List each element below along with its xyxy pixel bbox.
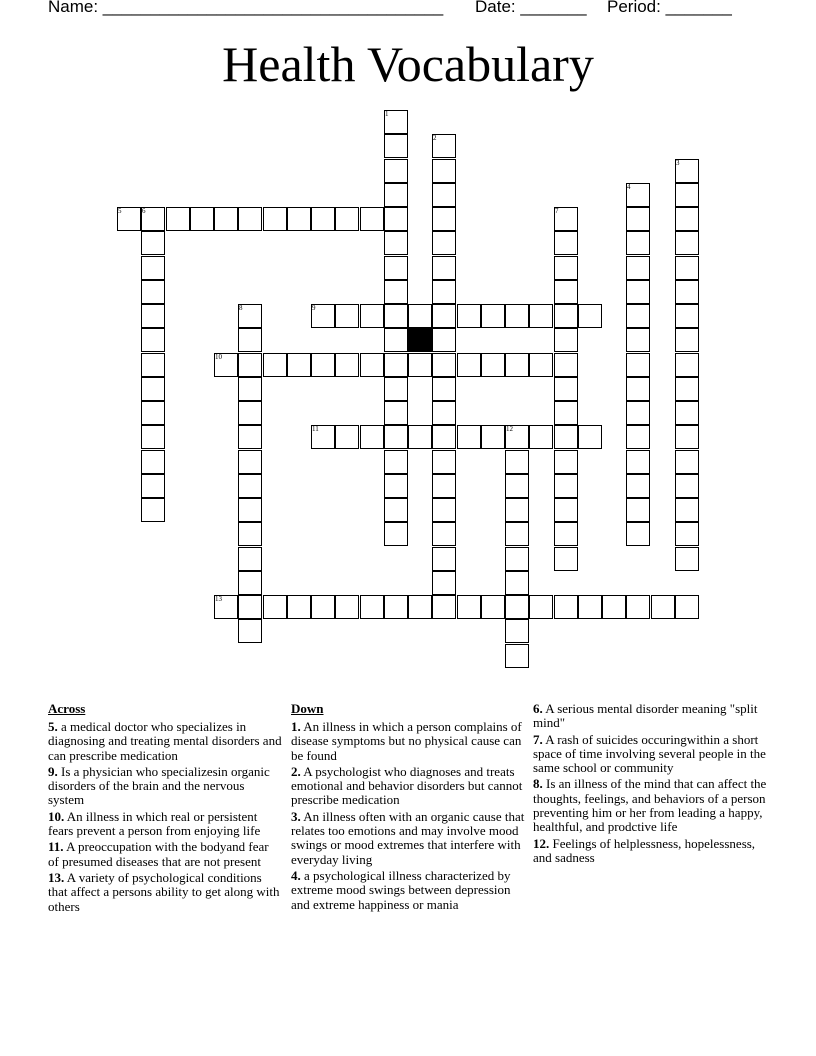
clue-number-label: 13.: [48, 869, 65, 885]
crossword-cell[interactable]: [141, 450, 165, 474]
clue-text: a psychological illness characterized by extreme mood swings between depression and extreme happiness or mania: [291, 867, 511, 912]
crossword-cell[interactable]: [505, 571, 529, 595]
clue-text: Is an illness of the mind that can affect the thoughts, feelings, and behaviors of a person preventing him or her from leading a happy, healthful, and prodctive life: [533, 776, 767, 835]
crossword-cell[interactable]: [141, 328, 165, 352]
crossword-cell[interactable]: [675, 547, 699, 571]
crossword-cell[interactable]: [432, 328, 456, 352]
crossword-cell[interactable]: [626, 231, 650, 255]
crossword-cell[interactable]: [432, 401, 456, 425]
crossword-cell[interactable]: [675, 328, 699, 352]
crossword-cell[interactable]: [457, 595, 481, 619]
crossword-cell[interactable]: [311, 207, 335, 231]
crossword-cell[interactable]: [481, 425, 505, 449]
clue-number-label: 8.: [533, 776, 543, 792]
crossword-cell[interactable]: [238, 353, 262, 377]
crossword-cell[interactable]: [505, 353, 529, 377]
crossword-cell[interactable]: [626, 498, 650, 522]
crossword-cell[interactable]: [384, 207, 408, 231]
crossword-cell[interactable]: [675, 522, 699, 546]
crossword-cell[interactable]: [141, 498, 165, 522]
crossword-cell[interactable]: [360, 353, 384, 377]
crossword-cell[interactable]: [675, 377, 699, 401]
crossword-cell[interactable]: [335, 425, 359, 449]
down-clues: [291, 702, 525, 914]
crossword-cell[interactable]: [166, 207, 190, 231]
crossword-cell[interactable]: [263, 595, 287, 619]
crossword-cell[interactable]: [529, 304, 553, 328]
clue-number: 13: [215, 595, 222, 603]
clue-number: 8: [239, 304, 243, 312]
crossword-cell[interactable]: [360, 207, 384, 231]
crossword-cell[interactable]: [505, 498, 529, 522]
crossword-cell[interactable]: [432, 595, 456, 619]
clue-text: An illness in which a person complains of disease symptoms but no physical cause can be found: [291, 719, 522, 763]
clue-number-label: 3.: [291, 808, 301, 824]
crossword-cell[interactable]: [384, 159, 408, 183]
crossword-cell[interactable]: [626, 595, 650, 619]
clue-text: A preoccupation with the bodyand fear of presumed diseases that are not present: [48, 839, 269, 869]
crossword-cell[interactable]: [602, 595, 626, 619]
crossword-cell[interactable]: [432, 256, 456, 280]
crossword-cell[interactable]: [481, 304, 505, 328]
crossword-cell[interactable]: [554, 474, 578, 498]
crossword-cell[interactable]: [626, 353, 650, 377]
crossword-cell[interactable]: [408, 595, 432, 619]
crossword-cell[interactable]: [505, 619, 529, 643]
crossword-cell[interactable]: [384, 450, 408, 474]
clue-number: 3: [676, 159, 680, 167]
crossword-cell[interactable]: [287, 595, 311, 619]
crossword-cell[interactable]: [675, 304, 699, 328]
across-clue: [48, 765, 282, 808]
clue-text: Is a physician who specializesin organic disorders of the brain and the nervous system: [48, 763, 270, 808]
down-clue: [291, 810, 525, 867]
crossword-cell[interactable]: [505, 547, 529, 571]
crossword-cell[interactable]: [675, 425, 699, 449]
clue-number-label: 5.: [48, 719, 58, 734]
crossword-cell[interactable]: [554, 522, 578, 546]
crossword-cell[interactable]: [287, 353, 311, 377]
crossword-cell[interactable]: [578, 304, 602, 328]
clue-text: An illness often with an organic cause that relates too emotions and may involve mood swings or mood extremes that interfere with everyday living: [291, 808, 525, 867]
down-heading: Down: [291, 701, 324, 716]
page-title: Health Vocabulary: [222, 36, 594, 92]
crossword-cell[interactable]: [238, 328, 262, 352]
crossword-cell[interactable]: [384, 474, 408, 498]
crossword-cell[interactable]: [432, 425, 456, 449]
period-field-label[interactable]: Period: _______: [607, 0, 732, 16]
clue-number: 12: [506, 425, 513, 433]
clue-number: 9: [312, 304, 316, 312]
crossword-cell[interactable]: [626, 474, 650, 498]
clue-text: An illness in which real or persistent fears prevent a person from enjoying life: [48, 808, 261, 839]
crossword-cell[interactable]: [554, 401, 578, 425]
crossword-cell[interactable]: [481, 353, 505, 377]
crossword-cell[interactable]: [238, 498, 262, 522]
crossword-cell[interactable]: [626, 280, 650, 304]
crossword-cell[interactable]: [384, 595, 408, 619]
crossword-cell[interactable]: [675, 231, 699, 255]
crossword-cell[interactable]: [384, 304, 408, 328]
crossword-cell[interactable]: [263, 207, 287, 231]
crossword-cell[interactable]: [141, 377, 165, 401]
down-clue: [291, 869, 525, 912]
crossword-cell[interactable]: [238, 425, 262, 449]
clue-number: 7: [555, 207, 559, 215]
crossword-cell[interactable]: [578, 425, 602, 449]
crossword-cell[interactable]: [529, 353, 553, 377]
crossword-cell[interactable]: [384, 401, 408, 425]
clue-text: A rash of suicides occuringwithin a short space of time involving several people in the same school or community: [533, 731, 766, 776]
clue-number-label: 6.: [533, 701, 543, 716]
crossword-cell[interactable]: [432, 571, 456, 595]
crossword-cell[interactable]: [141, 256, 165, 280]
crossword-cell[interactable]: [651, 595, 675, 619]
crossword-cell[interactable]: [554, 304, 578, 328]
crossword-cell[interactable]: [675, 450, 699, 474]
crossword-cell[interactable]: [505, 522, 529, 546]
crossword-cell[interactable]: [287, 207, 311, 231]
crossword-cell[interactable]: [384, 256, 408, 280]
crossword-cell[interactable]: [626, 401, 650, 425]
crossword-cell[interactable]: [432, 450, 456, 474]
crossword-cell[interactable]: [384, 522, 408, 546]
crossword-cell[interactable]: [432, 183, 456, 207]
crossword-cell[interactable]: [190, 207, 214, 231]
crossword-cell[interactable]: [238, 474, 262, 498]
crossword-cell[interactable]: [432, 547, 456, 571]
crossword-cell[interactable]: [141, 353, 165, 377]
down-clues-continued: [533, 702, 767, 867]
name-date-period-line: [48, 0, 768, 21]
crossword-cell[interactable]: [141, 231, 165, 255]
crossword-cell[interactable]: [675, 207, 699, 231]
crossword-cell[interactable]: [554, 498, 578, 522]
across-heading: Across: [48, 701, 86, 716]
clue-number: 2: [433, 134, 437, 142]
crossword-cell[interactable]: [360, 304, 384, 328]
crossword-cell[interactable]: [432, 377, 456, 401]
crossword-cell[interactable]: [505, 450, 529, 474]
crossword-cell[interactable]: [335, 353, 359, 377]
clue-number: 11: [312, 425, 319, 433]
name-field-label[interactable]: Name: ____________________________________: [48, 0, 444, 16]
clue-number: 1: [385, 110, 389, 118]
crossword-cell[interactable]: [238, 571, 262, 595]
clue-number-label: 9.: [48, 763, 58, 779]
crossword-cell[interactable]: [675, 595, 699, 619]
crossword-cell[interactable]: [554, 328, 578, 352]
crossword-cell[interactable]: [238, 547, 262, 571]
crossword-cell[interactable]: [384, 328, 408, 352]
crossword-cell[interactable]: [675, 401, 699, 425]
clue-number-label: 4.: [291, 867, 301, 883]
across-clue: [48, 840, 282, 869]
clue-text: A variety of psychological conditions that affect a persons ability to get along with others: [48, 869, 280, 914]
crossword-cell[interactable]: [384, 498, 408, 522]
down-clue: [291, 720, 525, 763]
crossword-cell[interactable]: [626, 304, 650, 328]
crossword-cell[interactable]: [675, 256, 699, 280]
crossword-cell[interactable]: [238, 450, 262, 474]
down-clue: [533, 837, 767, 866]
crossword-cell[interactable]: [457, 304, 481, 328]
clue-number: 6: [142, 207, 146, 215]
crossword-cell[interactable]: [554, 256, 578, 280]
crossword-cell[interactable]: [335, 595, 359, 619]
crossword-cell[interactable]: [554, 231, 578, 255]
down-clue: [533, 777, 767, 834]
crossword-cell[interactable]: [141, 280, 165, 304]
crossword-cell[interactable]: [335, 304, 359, 328]
crossword-cell[interactable]: [408, 353, 432, 377]
crossword-cell[interactable]: [384, 231, 408, 255]
crossword-cell[interactable]: [214, 207, 238, 231]
clue-number: 4: [627, 183, 631, 191]
crossword-cell[interactable]: [360, 425, 384, 449]
crossword-cell[interactable]: [554, 353, 578, 377]
down-clue: [291, 765, 525, 808]
crossword-cell[interactable]: [238, 207, 262, 231]
across-clues: [48, 702, 282, 916]
crossword-cell[interactable]: [311, 595, 335, 619]
clue-number-label: 1.: [291, 719, 301, 734]
clue-number: 10: [215, 353, 222, 361]
crossword-cell[interactable]: [432, 159, 456, 183]
down-clue: [533, 733, 767, 776]
crossword-cell[interactable]: [529, 425, 553, 449]
crossword-cell[interactable]: [432, 474, 456, 498]
crossword-cell[interactable]: [505, 595, 529, 619]
crossword-cell[interactable]: [626, 207, 650, 231]
crossword-cell[interactable]: [432, 304, 456, 328]
crossword-cell[interactable]: [384, 425, 408, 449]
clue-number: 5: [118, 207, 122, 215]
crossword-cell[interactable]: [457, 353, 481, 377]
crossword-cell[interactable]: [457, 425, 481, 449]
crossword-cell[interactable]: [238, 595, 262, 619]
crossword-cell[interactable]: [554, 547, 578, 571]
crossword-cell[interactable]: [675, 474, 699, 498]
clue-number-label: 7.: [533, 731, 543, 747]
crossword-cell[interactable]: [384, 353, 408, 377]
crossword-cell[interactable]: [384, 134, 408, 158]
black-square: [408, 328, 432, 352]
crossword-cell[interactable]: [432, 231, 456, 255]
crossword-cell[interactable]: [554, 280, 578, 304]
clue-text: a medical doctor who specializes in diagnosing and treating mental disorders and can prescribe medication: [48, 719, 282, 763]
crossword-cell[interactable]: [505, 644, 529, 668]
crossword-cell[interactable]: [238, 401, 262, 425]
crossword-cell[interactable]: [529, 595, 553, 619]
crossword-cell[interactable]: [578, 595, 602, 619]
crossword-cell[interactable]: [554, 450, 578, 474]
date-field-label[interactable]: Date: _______: [475, 0, 587, 16]
crossword-cell[interactable]: [432, 353, 456, 377]
crossword-cell[interactable]: [626, 450, 650, 474]
clue-number-label: 11.: [48, 839, 64, 855]
clue-text: A psychologist who diagnoses and treats emotional and behavior disorders but cannot prescribe medication: [291, 763, 523, 808]
crossword-cell[interactable]: [141, 474, 165, 498]
crossword-cell[interactable]: [384, 280, 408, 304]
crossword-cell[interactable]: [335, 207, 359, 231]
crossword-cell[interactable]: [360, 595, 384, 619]
crossword-cell[interactable]: [238, 619, 262, 643]
clue-text: Feelings of helplessness, hopelessness, and sadness: [533, 835, 756, 865]
crossword-cell[interactable]: [675, 183, 699, 207]
crossword-cell[interactable]: [626, 377, 650, 401]
crossword-cell[interactable]: [408, 425, 432, 449]
crossword-cell[interactable]: [554, 377, 578, 401]
crossword-cell[interactable]: [675, 280, 699, 304]
crossword-cell[interactable]: [263, 353, 287, 377]
down-clue: [533, 702, 767, 731]
crossword-cell[interactable]: [505, 474, 529, 498]
crossword-cell[interactable]: [626, 256, 650, 280]
crossword-cell[interactable]: [238, 377, 262, 401]
clue-number-label: 12.: [533, 835, 550, 851]
crossword-cell[interactable]: [675, 353, 699, 377]
across-clue: [48, 871, 282, 914]
crossword-cell[interactable]: [432, 522, 456, 546]
crossword-cell[interactable]: [238, 522, 262, 546]
crossword-cell[interactable]: [141, 401, 165, 425]
crossword-cell[interactable]: [408, 304, 432, 328]
clue-number-label: 2.: [291, 763, 301, 779]
clue-text: A serious mental disorder meaning "split mind": [533, 701, 758, 731]
crossword-cell[interactable]: [505, 304, 529, 328]
crossword-cell[interactable]: [554, 595, 578, 619]
crossword-cell[interactable]: [432, 498, 456, 522]
across-clue: [48, 810, 282, 839]
across-clue: [48, 720, 282, 763]
crossword-cell[interactable]: [626, 425, 650, 449]
crossword-cell[interactable]: [432, 207, 456, 231]
crossword-cell[interactable]: [626, 522, 650, 546]
crossword-cell[interactable]: [384, 377, 408, 401]
crossword-cell[interactable]: [554, 425, 578, 449]
crossword-cell[interactable]: [311, 353, 335, 377]
crossword-cell[interactable]: [675, 498, 699, 522]
crossword-cell[interactable]: [432, 280, 456, 304]
crossword-cell[interactable]: [141, 425, 165, 449]
crossword-cell[interactable]: [481, 595, 505, 619]
clue-number-label: 10.: [48, 808, 65, 824]
crossword-cell[interactable]: [141, 304, 165, 328]
crossword-cell[interactable]: [384, 183, 408, 207]
crossword-cell[interactable]: [626, 328, 650, 352]
